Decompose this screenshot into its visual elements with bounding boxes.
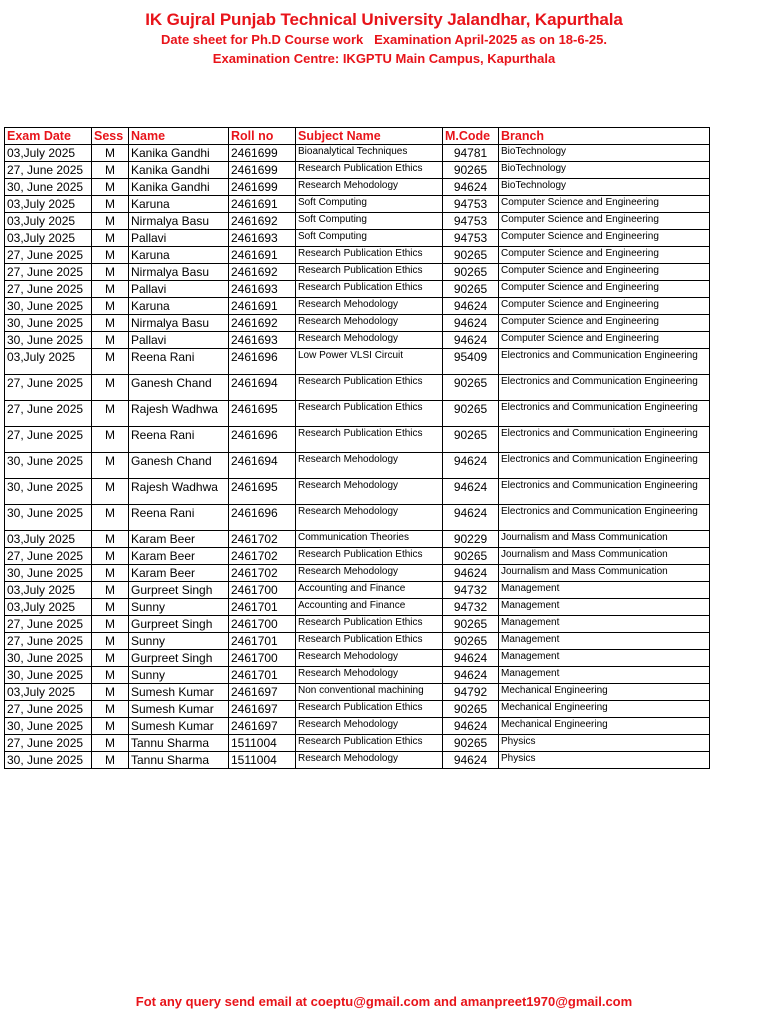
branch-cell: Physics	[499, 735, 710, 752]
subject-name-cell: Accounting and Finance	[296, 599, 443, 616]
exam-date-cell: 27, June 2025	[5, 735, 92, 752]
m-code-cell: 94753	[443, 230, 499, 247]
candidate-name-cell: Kanika Gandhi	[129, 179, 229, 196]
table-row	[5, 650, 710, 667]
candidate-name-cell: Karam Beer	[129, 531, 229, 548]
column-header-name: Name	[129, 128, 229, 145]
roll-no-cell: 2461695	[229, 401, 296, 427]
roll-no-cell: 2461692	[229, 315, 296, 332]
candidate-name-cell: Nirmalya Basu	[129, 264, 229, 281]
exam-date-cell: 27, June 2025	[5, 247, 92, 264]
m-code-cell: 94753	[443, 196, 499, 213]
branch-cell: Mechanical Engineering	[499, 684, 710, 701]
branch-cell: Management	[499, 616, 710, 633]
session-cell: M	[92, 179, 129, 196]
session-cell: M	[92, 264, 129, 281]
table-row	[5, 633, 710, 650]
roll-no-cell: 2461693	[229, 230, 296, 247]
roll-no-cell: 2461697	[229, 684, 296, 701]
roll-no-cell: 2461691	[229, 247, 296, 264]
candidate-name-cell: Rajesh Wadhwa	[129, 479, 229, 505]
session-cell: M	[92, 213, 129, 230]
exam-date-cell: 27, June 2025	[5, 162, 92, 179]
table-row	[5, 531, 710, 548]
roll-no-cell: 2461692	[229, 264, 296, 281]
m-code-cell: 90265	[443, 375, 499, 401]
table-row	[5, 145, 710, 162]
m-code-cell: 90265	[443, 401, 499, 427]
candidate-name-cell: Karuna	[129, 196, 229, 213]
m-code-cell: 90265	[443, 701, 499, 718]
branch-cell: Management	[499, 599, 710, 616]
exam-date-cell: 30, June 2025	[5, 565, 92, 582]
exam-date-cell: 30, June 2025	[5, 453, 92, 479]
branch-cell: BioTechnology	[499, 179, 710, 196]
branch-cell: Management	[499, 650, 710, 667]
exam-date-cell: 27, June 2025	[5, 616, 92, 633]
branch-cell: Computer Science and Engineering	[499, 264, 710, 281]
roll-no-cell: 2461699	[229, 162, 296, 179]
exam-date-cell: 03,July 2025	[5, 196, 92, 213]
subject-name-cell: Soft Computing	[296, 213, 443, 230]
candidate-name-cell: Reena Rani	[129, 505, 229, 531]
exam-date-cell: 03,July 2025	[5, 684, 92, 701]
exam-date-cell: 30, June 2025	[5, 505, 92, 531]
exam-date-cell: 27, June 2025	[5, 701, 92, 718]
exam-date-cell: 30, June 2025	[5, 667, 92, 684]
exam-date-cell: 27, June 2025	[5, 427, 92, 453]
subject-name-cell: Soft Computing	[296, 230, 443, 247]
table-row	[5, 298, 710, 315]
session-cell: M	[92, 548, 129, 565]
query-contact-note: Fot any query send email at coeptu@gmail.com and amanpreet1970@gmail.com	[135, 994, 633, 1009]
m-code-cell: 94624	[443, 315, 499, 332]
session-cell: M	[92, 332, 129, 349]
session-cell: M	[92, 479, 129, 505]
branch-cell: Computer Science and Engineering	[499, 196, 710, 213]
subject-name-cell: Non conventional machining	[296, 684, 443, 701]
column-header-m-code: M.Code	[443, 128, 499, 145]
session-cell: M	[92, 531, 129, 548]
m-code-cell: 94732	[443, 582, 499, 599]
subject-name-cell: Accounting and Finance	[296, 582, 443, 599]
session-cell: M	[92, 633, 129, 650]
m-code-cell: 90229	[443, 531, 499, 548]
session-cell: M	[92, 230, 129, 247]
exam-date-cell: 30, June 2025	[5, 718, 92, 735]
session-cell: M	[92, 505, 129, 531]
subject-name-cell: Research Publication Ethics	[296, 701, 443, 718]
subject-name-cell: Research Publication Ethics	[296, 162, 443, 179]
subject-name-cell: Research Publication Ethics	[296, 548, 443, 565]
roll-no-cell: 1511004	[229, 752, 296, 769]
candidate-name-cell: Sumesh Kumar	[129, 718, 229, 735]
candidate-name-cell: Karuna	[129, 247, 229, 264]
candidate-name-cell: Kanika Gandhi	[129, 162, 229, 179]
roll-no-cell: 2461695	[229, 479, 296, 505]
candidate-name-cell: Sunny	[129, 667, 229, 684]
candidate-name-cell: Nirmalya Basu	[129, 315, 229, 332]
session-cell: M	[92, 667, 129, 684]
exam-date-cell: 03,July 2025	[5, 349, 92, 375]
table-row	[5, 315, 710, 332]
exam-date-cell: 27, June 2025	[5, 633, 92, 650]
roll-no-cell: 2461699	[229, 179, 296, 196]
roll-no-cell: 2461696	[229, 505, 296, 531]
column-header-roll-no: Roll no	[229, 128, 296, 145]
branch-cell: Electronics and Communication Engineering	[499, 427, 710, 453]
candidate-name-cell: Sunny	[129, 633, 229, 650]
session-cell: M	[92, 718, 129, 735]
roll-no-cell: 2461700	[229, 616, 296, 633]
roll-no-cell: 2461701	[229, 633, 296, 650]
table-row	[5, 349, 710, 375]
table-row	[5, 735, 710, 752]
subject-name-cell: Research Publication Ethics	[296, 264, 443, 281]
session-cell: M	[92, 247, 129, 264]
m-code-cell: 90265	[443, 735, 499, 752]
branch-cell: Computer Science and Engineering	[499, 213, 710, 230]
subject-name-cell: Research Publication Ethics	[296, 633, 443, 650]
roll-no-cell: 2461700	[229, 650, 296, 667]
m-code-cell: 94732	[443, 599, 499, 616]
m-code-cell: 94624	[443, 667, 499, 684]
branch-cell: Computer Science and Engineering	[499, 332, 710, 349]
table-row	[5, 213, 710, 230]
m-code-cell: 90265	[443, 548, 499, 565]
table-row	[5, 264, 710, 281]
roll-no-cell: 2461701	[229, 599, 296, 616]
branch-cell: Electronics and Communication Engineering	[499, 479, 710, 505]
m-code-cell: 90265	[443, 633, 499, 650]
m-code-cell: 94624	[443, 505, 499, 531]
session-cell: M	[92, 735, 129, 752]
table-row	[5, 162, 710, 179]
column-header-subject-name: Subject Name	[296, 128, 443, 145]
subject-name-cell: Soft Computing	[296, 196, 443, 213]
subject-name-cell: Research Publication Ethics	[296, 401, 443, 427]
branch-cell: Management	[499, 667, 710, 684]
roll-no-cell: 2461693	[229, 332, 296, 349]
roll-no-cell: 2461693	[229, 281, 296, 298]
m-code-cell: 90265	[443, 616, 499, 633]
candidate-name-cell: Karam Beer	[129, 565, 229, 582]
exam-date-cell: 03,July 2025	[5, 230, 92, 247]
subject-name-cell: Research Mehodology	[296, 315, 443, 332]
m-code-cell: 95409	[443, 349, 499, 375]
subject-name-cell: Research Publication Ethics	[296, 427, 443, 453]
candidate-name-cell: Pallavi	[129, 230, 229, 247]
column-header-sess: Sess	[92, 128, 129, 145]
candidate-name-cell: Gurpreet Singh	[129, 616, 229, 633]
subject-name-cell: Communication Theories	[296, 531, 443, 548]
candidate-name-cell: Sumesh Kumar	[129, 684, 229, 701]
candidate-name-cell: Reena Rani	[129, 349, 229, 375]
roll-no-cell: 2461700	[229, 582, 296, 599]
roll-no-cell: 2461697	[229, 718, 296, 735]
roll-no-cell: 2461701	[229, 667, 296, 684]
session-cell: M	[92, 349, 129, 375]
table-row	[5, 332, 710, 349]
table-row	[5, 701, 710, 718]
subject-name-cell: Research Mehodology	[296, 565, 443, 582]
branch-cell: Physics	[499, 752, 710, 769]
subject-name-cell: Research Publication Ethics	[296, 281, 443, 298]
m-code-cell: 90265	[443, 264, 499, 281]
m-code-cell: 90265	[443, 427, 499, 453]
column-header-branch: Branch	[499, 128, 710, 145]
candidate-name-cell: Gurpreet Singh	[129, 650, 229, 667]
m-code-cell: 94624	[443, 479, 499, 505]
exam-date-cell: 30, June 2025	[5, 315, 92, 332]
table-row	[5, 230, 710, 247]
date-sheet-table	[4, 127, 710, 769]
session-cell: M	[92, 616, 129, 633]
session-cell: M	[92, 599, 129, 616]
session-cell: M	[92, 752, 129, 769]
session-cell: M	[92, 427, 129, 453]
roll-no-cell: 2461691	[229, 196, 296, 213]
exam-date-cell: 03,July 2025	[5, 145, 92, 162]
exam-date-cell: 03,July 2025	[5, 531, 92, 548]
column-header-exam-date: Exam Date	[5, 128, 92, 145]
branch-cell: Electronics and Communication Engineering	[499, 505, 710, 531]
table-header-row	[5, 128, 710, 145]
roll-no-cell: 2461702	[229, 565, 296, 582]
session-cell: M	[92, 401, 129, 427]
university-title: IK Gujral Punjab Technical University Jalandhar, Kapurthala	[145, 10, 623, 29]
candidate-name-cell: Karuna	[129, 298, 229, 315]
session-cell: M	[92, 453, 129, 479]
candidate-name-cell: Reena Rani	[129, 427, 229, 453]
m-code-cell: 94624	[443, 565, 499, 582]
table-row	[5, 667, 710, 684]
table-row	[5, 453, 710, 479]
table-row	[5, 247, 710, 264]
candidate-name-cell: Karam Beer	[129, 548, 229, 565]
m-code-cell: 90265	[443, 247, 499, 264]
candidate-name-cell: Gurpreet Singh	[129, 582, 229, 599]
session-cell: M	[92, 162, 129, 179]
subject-name-cell: Research Mehodology	[296, 179, 443, 196]
subject-name-cell: Research Mehodology	[296, 505, 443, 531]
m-code-cell: 94624	[443, 298, 499, 315]
candidate-name-cell: Ganesh Chand	[129, 375, 229, 401]
candidate-name-cell: Ganesh Chand	[129, 453, 229, 479]
branch-cell: Journalism and Mass Communication	[499, 565, 710, 582]
m-code-cell: 94624	[443, 453, 499, 479]
date-sheet-subtitle: Date sheet for Ph.D Course work Examination April-2025 as on 18-6-25.	[161, 32, 607, 47]
branch-cell: BioTechnology	[499, 145, 710, 162]
roll-no-cell: 2461702	[229, 548, 296, 565]
candidate-name-cell: Nirmalya Basu	[129, 213, 229, 230]
branch-cell: Computer Science and Engineering	[499, 281, 710, 298]
m-code-cell: 94792	[443, 684, 499, 701]
branch-cell: Computer Science and Engineering	[499, 230, 710, 247]
candidate-name-cell: Sumesh Kumar	[129, 701, 229, 718]
branch-cell: Mechanical Engineering	[499, 718, 710, 735]
session-cell: M	[92, 701, 129, 718]
roll-no-cell: 2461691	[229, 298, 296, 315]
subject-name-cell: Research Mehodology	[296, 650, 443, 667]
roll-no-cell: 2461699	[229, 145, 296, 162]
subject-name-cell: Research Mehodology	[296, 479, 443, 505]
subject-name-cell: Research Mehodology	[296, 298, 443, 315]
session-cell: M	[92, 281, 129, 298]
roll-no-cell: 2461696	[229, 427, 296, 453]
table-row	[5, 427, 710, 453]
roll-no-cell: 2461692	[229, 213, 296, 230]
exam-date-cell: 27, June 2025	[5, 548, 92, 565]
branch-cell: Journalism and Mass Communication	[499, 548, 710, 565]
exam-date-cell: 03,July 2025	[5, 599, 92, 616]
exam-date-cell: 30, June 2025	[5, 752, 92, 769]
candidate-name-cell: Tannu Sharma	[129, 735, 229, 752]
subject-name-cell: Research Mehodology	[296, 453, 443, 479]
table-row	[5, 565, 710, 582]
subject-name-cell: Research Mehodology	[296, 718, 443, 735]
subject-name-cell: Research Publication Ethics	[296, 616, 443, 633]
table-row	[5, 752, 710, 769]
candidate-name-cell: Rajesh Wadhwa	[129, 401, 229, 427]
session-cell: M	[92, 650, 129, 667]
subject-name-cell: Research Mehodology	[296, 667, 443, 684]
exam-date-cell: 30, June 2025	[5, 479, 92, 505]
m-code-cell: 94624	[443, 718, 499, 735]
roll-no-cell: 2461697	[229, 701, 296, 718]
roll-no-cell: 1511004	[229, 735, 296, 752]
session-cell: M	[92, 684, 129, 701]
roll-no-cell: 2461694	[229, 375, 296, 401]
branch-cell: Electronics and Communication Engineering	[499, 401, 710, 427]
roll-no-cell: 2461694	[229, 453, 296, 479]
candidate-name-cell: Tannu Sharma	[129, 752, 229, 769]
branch-cell: BioTechnology	[499, 162, 710, 179]
m-code-cell: 94624	[443, 752, 499, 769]
session-cell: M	[92, 196, 129, 213]
table-row	[5, 548, 710, 565]
branch-cell: Electronics and Communication Engineering	[499, 375, 710, 401]
exam-date-cell: 27, June 2025	[5, 401, 92, 427]
subject-name-cell: Bioanalytical Techniques	[296, 145, 443, 162]
table-row	[5, 582, 710, 599]
candidate-name-cell: Pallavi	[129, 281, 229, 298]
branch-cell: Computer Science and Engineering	[499, 298, 710, 315]
examination-centre: Examination Centre: IKGPTU Main Campus, Kapurthala	[212, 51, 556, 66]
candidate-name-cell: Kanika Gandhi	[129, 145, 229, 162]
exam-date-cell: 30, June 2025	[5, 179, 92, 196]
branch-cell: Electronics and Communication Engineering	[499, 349, 710, 375]
candidate-name-cell: Pallavi	[129, 332, 229, 349]
table-row	[5, 616, 710, 633]
m-code-cell: 94781	[443, 145, 499, 162]
table-row	[5, 599, 710, 616]
subject-name-cell: Research Mehodology	[296, 752, 443, 769]
subject-name-cell: Research Publication Ethics	[296, 375, 443, 401]
m-code-cell: 94624	[443, 179, 499, 196]
subject-name-cell: Research Mehodology	[296, 332, 443, 349]
branch-cell: Computer Science and Engineering	[499, 247, 710, 264]
exam-date-cell: 03,July 2025	[5, 582, 92, 599]
table-row	[5, 196, 710, 213]
session-cell: M	[92, 375, 129, 401]
branch-cell: Computer Science and Engineering	[499, 315, 710, 332]
m-code-cell: 94624	[443, 650, 499, 667]
session-cell: M	[92, 315, 129, 332]
session-cell: M	[92, 582, 129, 599]
subject-name-cell: Research Publication Ethics	[296, 735, 443, 752]
table-row	[5, 281, 710, 298]
session-cell: M	[92, 565, 129, 582]
table-row	[5, 179, 710, 196]
m-code-cell: 94624	[443, 332, 499, 349]
branch-cell: Electronics and Communication Engineering	[499, 453, 710, 479]
table-row	[5, 684, 710, 701]
table-row	[5, 401, 710, 427]
table-row	[5, 505, 710, 531]
m-code-cell: 94753	[443, 213, 499, 230]
branch-cell: Management	[499, 582, 710, 599]
roll-no-cell: 2461696	[229, 349, 296, 375]
exam-date-cell: 27, June 2025	[5, 281, 92, 298]
exam-date-cell: 30, June 2025	[5, 298, 92, 315]
roll-no-cell: 2461702	[229, 531, 296, 548]
exam-date-cell: 03,July 2025	[5, 213, 92, 230]
table-row	[5, 375, 710, 401]
session-cell: M	[92, 298, 129, 315]
branch-cell: Management	[499, 633, 710, 650]
m-code-cell: 90265	[443, 281, 499, 298]
branch-cell: Journalism and Mass Communication	[499, 531, 710, 548]
exam-date-cell: 30, June 2025	[5, 650, 92, 667]
m-code-cell: 90265	[443, 162, 499, 179]
session-cell: M	[92, 145, 129, 162]
exam-date-cell: 30, June 2025	[5, 332, 92, 349]
exam-date-cell: 27, June 2025	[5, 375, 92, 401]
branch-cell: Mechanical Engineering	[499, 701, 710, 718]
candidate-name-cell: Sunny	[129, 599, 229, 616]
subject-name-cell: Research Publication Ethics	[296, 247, 443, 264]
table-row	[5, 479, 710, 505]
table-row	[5, 718, 710, 735]
exam-date-cell: 27, June 2025	[5, 264, 92, 281]
subject-name-cell: Low Power VLSI Circuit	[296, 349, 443, 375]
